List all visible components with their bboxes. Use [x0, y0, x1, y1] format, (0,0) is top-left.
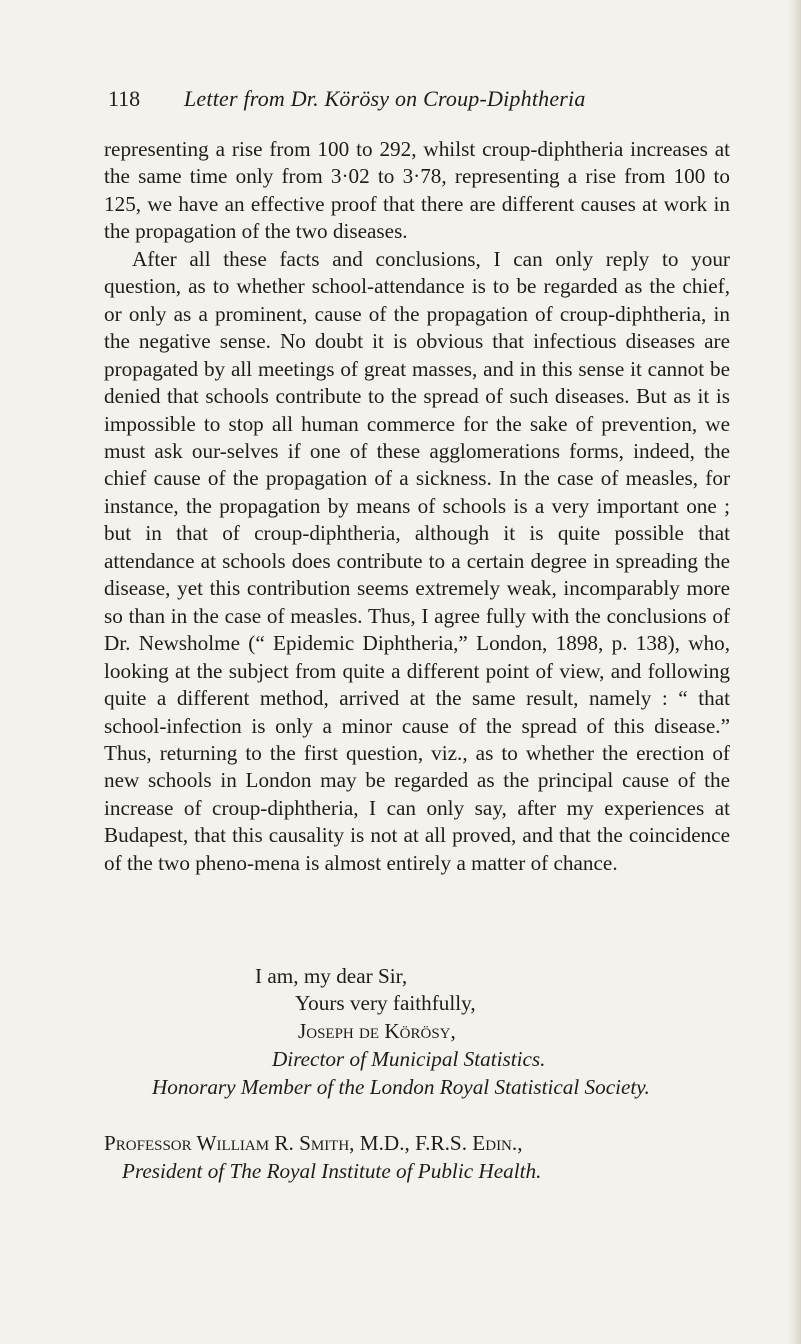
salutation: I am, my dear Sir,: [255, 964, 408, 988]
addressee-position: President of The Royal Institute of Public Health.: [122, 1159, 542, 1183]
addressee-name-line: [0, 1130, 801, 1158]
closing-signatory-line: [0, 1018, 801, 1046]
valediction: Yours very faithfully,: [295, 991, 476, 1015]
closing-title-line-1: [0, 1046, 801, 1074]
addressee-position-line: [0, 1158, 801, 1186]
running-title: Letter from Dr. Körösy on Croup-Diphtheria: [184, 86, 586, 111]
signatory-membership: Honorary Member of the London Royal Statistical Society.: [152, 1075, 650, 1099]
paragraph-conclusion: After all these facts and conclusions, I can only reply to your question, as to whether school-attendance is to be regarded as the chief, or only as a prominent, cause of the propagation of croup-diphtheria, in the negative sense. No doubt it is obvious that infectious diseases are propagated by all meetings of great masses, and in this sense it cannot be denied that schools contribute to the spread of such diseases. But as it is impossible to stop all human commerce for the sake of prevention, we must ask our-selves if one of these agglomerations forms, indeed, the chief cause of the propagation of a sickness. In the case of measles, for instance, the propagation by means of schools is a very important one ; but in that of croup-diphtheria, although it is quite possible that attendance at schools does contribute to a certain degree in spreading the disease, yet this contribution seems extremely weak, incomparably more so than in the case of measles. Thus, I agree fully with the conclusions of Dr. Newsholme (“ Epidemic Diphtheria,” London, 1898, p. 138), who, looking at the subject from quite a different point of view, and following quite a different method, arrived at the same result, namely : “ that school-infection is only a minor cause of the spread of this disease.” Thus, returning to the first question, viz., as to whether the erection of new schools in London may be regarded as the principal cause of the increase of croup-diphtheria, I can only say, after my experiences at Budapest, that this causality is not at all proved, and that the coincidence of the two pheno-mena is almost entirely a matter of chance.: [104, 246, 730, 875]
closing-salutation-line: [0, 963, 801, 991]
signatory-name: Joseph de Körösy,: [298, 1019, 456, 1043]
page-header: [108, 82, 738, 116]
paragraph-continued: representing a rise from 100 to 292, whilst croup-diphtheria increases at the same time only from 3·02 to 3·78, representing a rise from 100 to 125, we have an effective proof that there are different causes at work in the propagation of the two diseases.: [104, 137, 730, 244]
closing-valediction-line: [0, 990, 801, 1018]
signatory-title: Director of Municipal Statistics.: [272, 1047, 546, 1071]
closing-title-line-2: [0, 1074, 801, 1102]
page-number: 118: [108, 86, 141, 111]
addressee-name: Professor William R. Smith, M.D., F.R.S. Edin.,: [104, 1131, 523, 1155]
letter-body: [104, 136, 730, 877]
